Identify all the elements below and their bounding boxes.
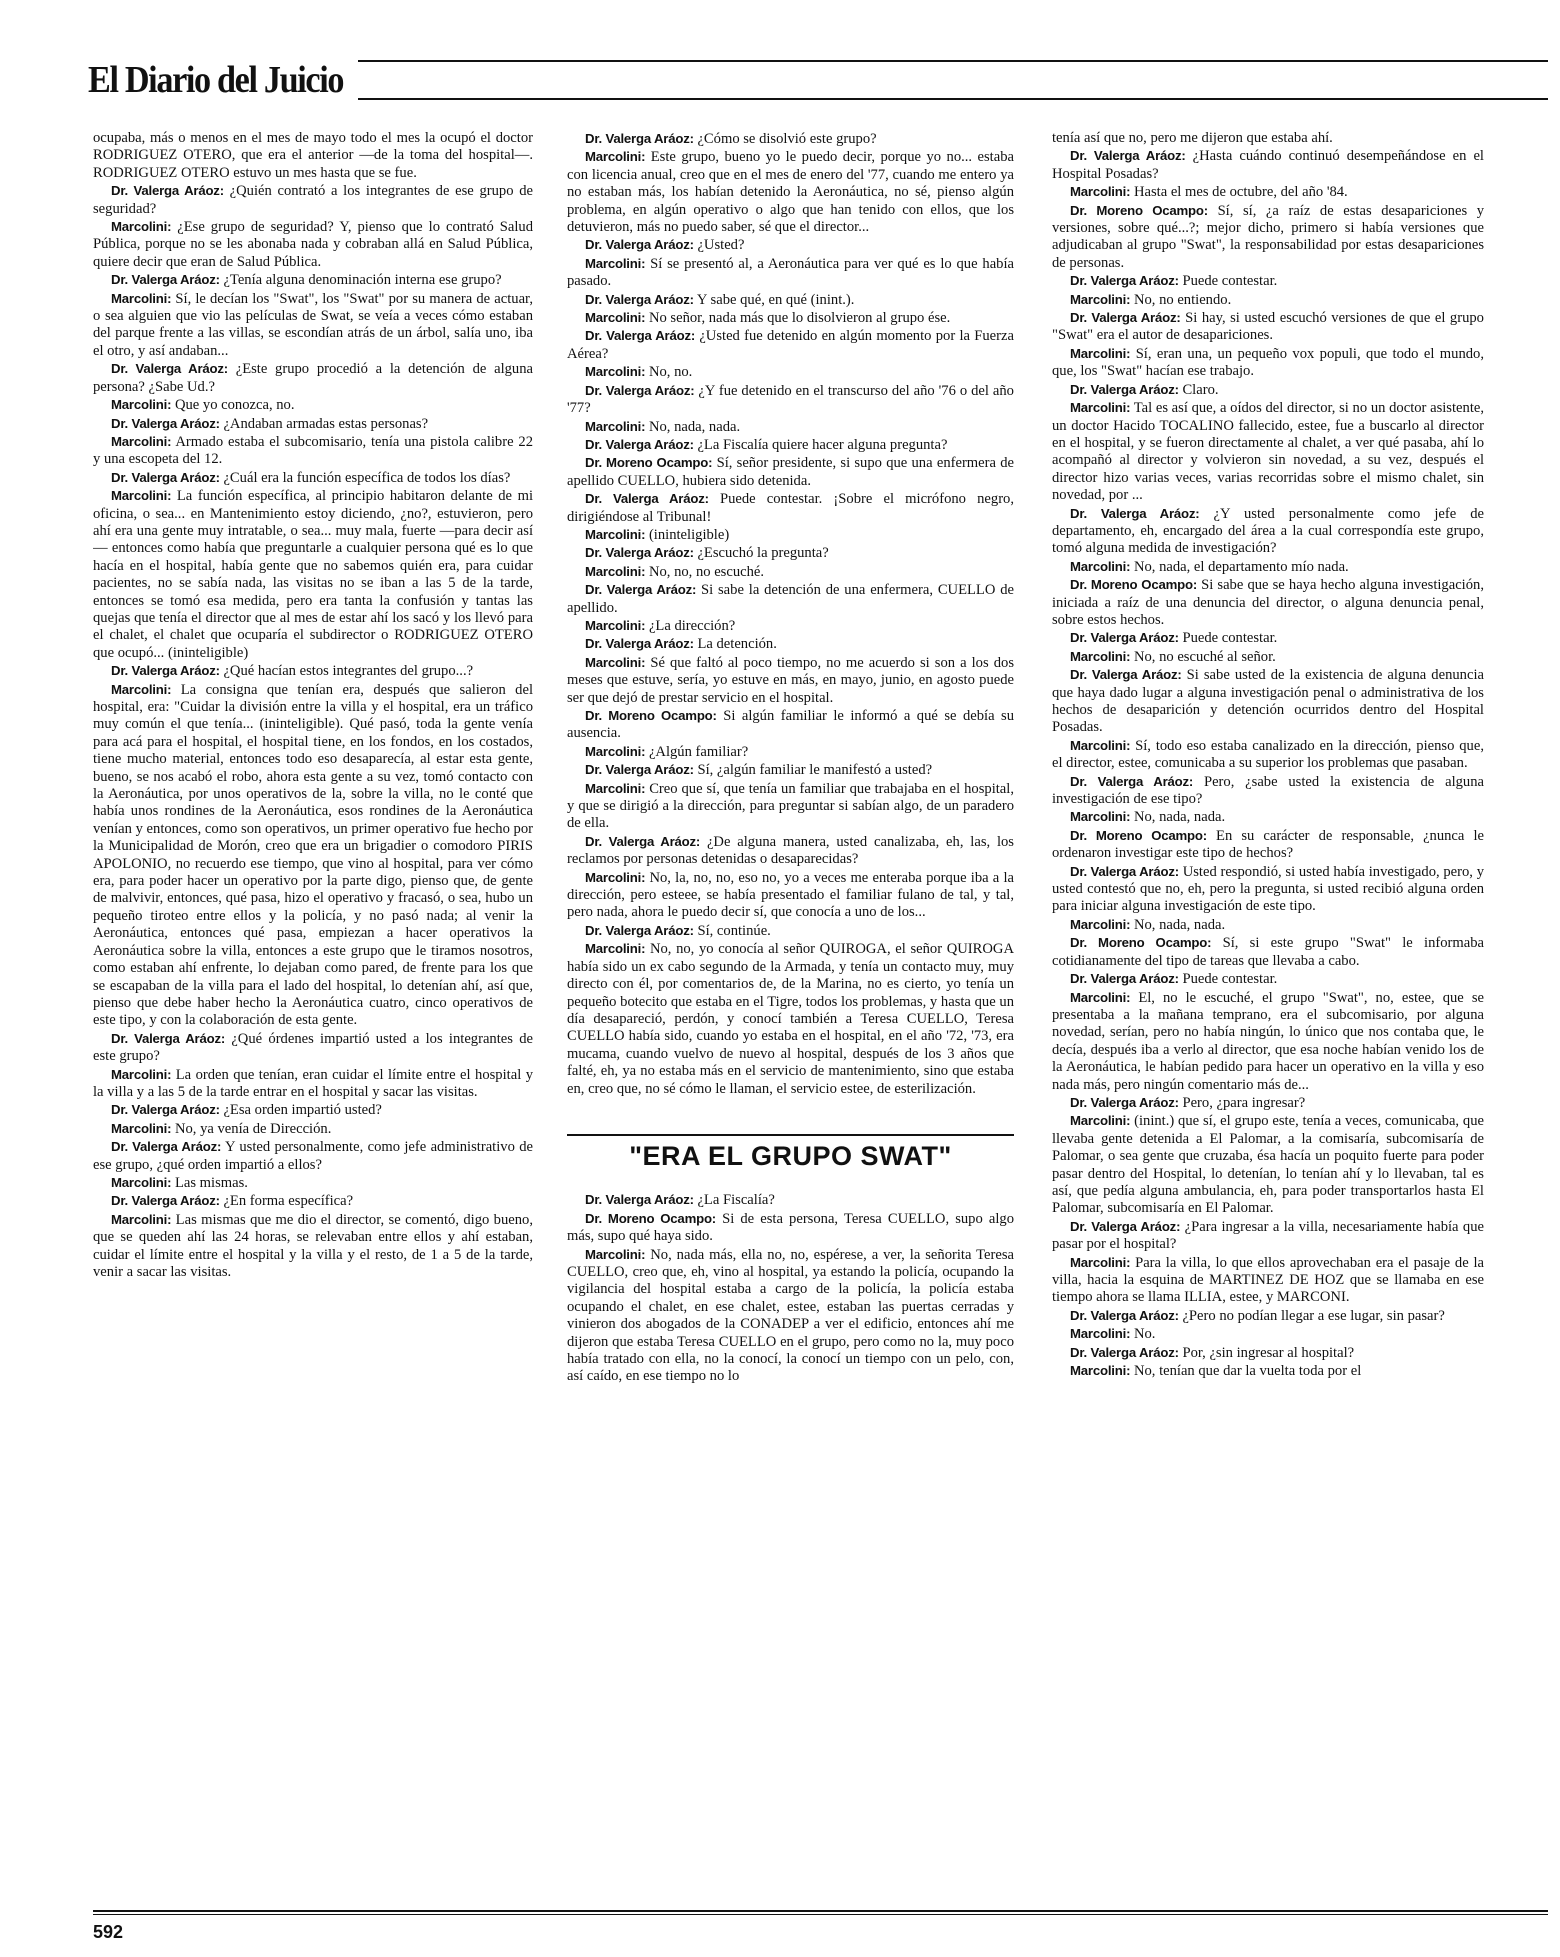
dialogue-paragraph — [567, 363, 1014, 381]
dialogue-paragraph — [1052, 629, 1484, 647]
dialogue-paragraph — [1052, 291, 1484, 309]
speaker-name: Marcolini: — [111, 1120, 172, 1136]
dialogue-paragraph — [1052, 989, 1484, 1094]
speech-text: No, ya venía de Dirección. — [174, 1120, 332, 1137]
speaker-name: Dr. Valerga Aráoz: — [585, 491, 709, 507]
masthead-rule-bottom — [358, 98, 1548, 100]
speaker-name: Dr. Valerga Aráoz: — [585, 582, 697, 598]
speech-text: ¿Este grupo procedió a la detención de alguna persona? ¿Sabe Ud.? — [93, 361, 533, 395]
speech-text: Pero, ¿sabe usted la existencia de alguna investigación de ese tipo? — [1052, 773, 1484, 808]
speech-text: No, la, no, no, eso no, yo a veces me enteraba porque iba a la dirección, pero esteee, se había presentado el familiar fulano de tal, y tal, pero nada, ahora le puedo decir sí, que conocía a uno de los... — [567, 869, 1014, 921]
dialogue-paragraph — [93, 360, 533, 396]
speaker-name: Marcolini: — [1070, 916, 1131, 932]
dialogue-paragraph — [567, 1191, 1014, 1209]
speech-text: ¿Ese grupo de seguridad? Y, pienso que lo contrató Salud Pública, porque no se les abonaba nada y cobraban allá en Salud Pública, quiere decir que eran de Salud Pública. — [93, 219, 533, 270]
speaker-name: Dr. Valerga Aráoz: — [585, 237, 694, 253]
speech-text: ¿Pero no podían llegar a ese lugar, sin pasar? — [1182, 1307, 1445, 1324]
speech-text: ¿Cuál era la función específica de todos los días? — [223, 469, 511, 486]
speaker-name: Dr. Moreno Ocampo: — [1070, 935, 1212, 951]
masthead — [88, 58, 1548, 104]
speaker-name: Dr. Moreno Ocampo: — [585, 708, 717, 723]
speaker-name: Marcolini: — [111, 290, 172, 306]
dialogue-paragraph — [1052, 827, 1484, 863]
speaker-name: Dr. Valerga Aráoz: — [111, 415, 220, 431]
dialogue-paragraph — [93, 1030, 533, 1066]
speech-text: Hasta el mes de octubre, del año '84. — [1133, 184, 1348, 201]
speech-text: Y sabe qué, en qué (inint.). — [696, 291, 855, 308]
speaker-name: Marcolini: — [111, 1211, 172, 1227]
speech-text: Y usted personalmente, como jefe administrativo de ese grupo, ¿qué orden impartió a ellos? — [93, 1139, 533, 1173]
dialogue-paragraph — [93, 1138, 533, 1174]
speech-text: Sí, continúe. — [697, 922, 771, 939]
dialogue-paragraph — [93, 1192, 533, 1210]
speaker-name: Dr. Valerga Aráoz: — [1070, 381, 1179, 397]
speech-text: Sí, sí, ¿a raíz de estas desapariciones y versiones, sobre qué...?; mejor dicho, primero si había versiones que adjudicaban al grupo "Swat", la responsabilidad por estas desapariciones de personas. — [1052, 202, 1484, 271]
dialogue-paragraph — [93, 290, 533, 361]
speech-text: ¿Tenía alguna denominación interna ese grupo? — [223, 272, 502, 289]
dialogue-paragraph — [567, 382, 1014, 418]
dialogue-paragraph — [567, 544, 1014, 562]
speech-text: ¿Y fue detenido en el transcurso del año '76 o del año '77? — [567, 382, 1014, 417]
speaker-name: Dr. Valerga Aráoz: — [1070, 863, 1179, 879]
dialogue-paragraph — [1052, 934, 1484, 970]
speech-text: Sí se presentó al, a Aeronáutica para ver qué es lo que había pasado. — [567, 255, 1014, 290]
speech-text: No, nada, el departamento mío nada. — [1133, 558, 1349, 575]
speaker-name: Marcolini: — [1070, 184, 1131, 200]
dialogue-paragraph — [1052, 576, 1484, 629]
speech-text: Puede contestar. ¡Sobre el micrófono negro, dirigiéndose al Tribunal! — [567, 491, 1014, 525]
speaker-name: Marcolini: — [585, 255, 646, 271]
dialogue-paragraph — [1052, 130, 1484, 147]
speaker-name: Marcolini: — [1070, 989, 1131, 1005]
speech-text: Sí, eran una, un pequeño vox populi, que todo el mundo, que, los "Swat" hacían ese trabajo. — [1052, 345, 1484, 380]
dialogue-paragraph — [567, 617, 1014, 635]
speaker-name: Marcolini: — [1070, 1363, 1131, 1379]
speech-text: La detención. — [697, 636, 777, 653]
speaker-name: Dr. Valerga Aráoz: — [111, 1193, 220, 1209]
speech-text: La orden que tenían, eran cuidar el límite entre el hospital y la villa y a las 5 de la tarde entrar en el hospital y sacar las visitas. — [93, 1066, 533, 1100]
dialogue-paragraph — [1052, 1094, 1484, 1112]
speaker-name: Dr. Valerga Aráoz: — [585, 545, 694, 561]
dialogue-paragraph — [93, 662, 533, 680]
dialogue-paragraph — [567, 1210, 1014, 1246]
speech-text: Puede contestar. — [1182, 273, 1278, 290]
footer-rule-thick — [93, 1910, 1548, 1912]
dialogue-paragraph — [1052, 381, 1484, 399]
dialogue-paragraph — [567, 833, 1014, 869]
speech-text: ¿Qué hacían estos integrantes del grupo...? — [223, 663, 474, 680]
dialogue-paragraph — [1052, 272, 1484, 290]
dialogue-paragraph — [567, 309, 1014, 327]
speech-text: Si sabe usted de la existencia de alguna denuncia que haya dado lugar a alguna investigación penal o administrativa de los hechos de desaparición y detención ocurridos dentro del Hospital Posadas. — [1052, 667, 1484, 736]
speaker-name: Marcolini: — [585, 941, 646, 957]
dialogue-paragraph — [93, 218, 533, 271]
speaker-name: Marcolini: — [585, 526, 646, 542]
speaker-name: Marcolini: — [585, 418, 646, 434]
speech-text: El, no le escuché, el grupo "Swat", no, estee, que se presentaba a la mañana temprano, era el subcomisario, por alguna novedad, serían, pero no había ningún, lo único que nos contaba que, le decía, después iba a verlo al director, que esa noche habían venido los de la Aeronáutica, le habían pedido para hacer un operativo en la villa y eso nada más, pero ningún comentario más de... — [1052, 989, 1484, 1093]
dialogue-paragraph — [1052, 808, 1484, 826]
speaker-name: Marcolini: — [111, 1066, 172, 1082]
speech-text: Este grupo, bueno yo le puedo decir, porque yo no... estaba con licencia anual, creo que en el mes de enero del '77, cuando me entero ya no estaban más, los habían detenido la Aeronáutica, no sé, pienso algún problema, en algún operativo o algo que han tenido con ellos, que los detuvieron, más no puedo saber, sé que el director... — [567, 149, 1014, 236]
speaker-name: Dr. Valerga Aráoz: — [1070, 1344, 1179, 1360]
dialogue-paragraph — [93, 1120, 533, 1138]
speech-text: ¿Y usted personalmente como jefe de departamento, eh, encargado del área a la cual correspondía este grupo, tomó alguna medida de investigación? — [1052, 505, 1484, 557]
dialogue-paragraph — [1052, 1344, 1484, 1362]
speaker-name: Marcolini: — [111, 1174, 172, 1190]
speech-text: Si hay, si usted escuchó versiones de que el grupo "Swat" era el autor de desapariciones. — [1052, 310, 1484, 344]
masthead-rule-top — [358, 60, 1548, 62]
speech-text: Si de esta persona, Teresa CUELLO, supo algo más, supo qué haya sido. — [567, 1210, 1014, 1245]
dialogue-paragraph — [1052, 916, 1484, 934]
speaker-name: Dr. Valerga Aráoz: — [111, 272, 220, 288]
speaker-name: Marcolini: — [1070, 345, 1131, 361]
dialogue-paragraph — [93, 433, 533, 469]
speaker-name: Marcolini: — [585, 149, 646, 165]
speech-text: ¿La dirección? — [648, 617, 736, 634]
speaker-name: Dr. Valerga Aráoz: — [1070, 971, 1179, 987]
speech-text: ¿Cómo se disolvió este grupo? — [697, 131, 877, 147]
speaker-name: Marcolini: — [1070, 648, 1131, 664]
dialogue-paragraph — [93, 182, 533, 218]
dialogue-paragraph — [1052, 1325, 1484, 1343]
speaker-name: Marcolini: — [111, 488, 172, 504]
speech-text: ¿En forma específica? — [223, 1193, 354, 1210]
speech-text: Sé que faltó al poco tiempo, no me acuerdo si son a los dos meses que estuve, sería, yo estuve en más, en mayo, junio, en agosto puede ser que dejó de prestar servicio en el hospital. — [567, 654, 1014, 706]
speech-text: ¿Andaban armadas estas personas? — [223, 415, 429, 432]
dialogue-paragraph — [567, 563, 1014, 581]
text-column-1 — [93, 130, 533, 1910]
text-column-3 — [1052, 130, 1484, 1910]
dialogue-paragraph — [567, 418, 1014, 436]
speech-text: La consigna que tenían era, después que salieron del hospital, era: "Cuidar la división entre la villa y el hospital, era un tráfico muy común el que tenía... (ininteligible). Qué pasó, toda la gente venía para acá para el hospital, el hospital tiene, en los fondos, en los costados, tiene mucho material, entonces todo eso desaparecía, al estar esta gente, bueno, se nos acabó el robo, ahora esta gente a su vez, tomó contacto con la Aeronáutica, por unos operativos de la, sobre la villa, no le conté que había unos rondines de la Aeronáutica, esos rondines de la Aeronáutica venían y entonces, como son operativos, un primer operativo fue hecho por la Municipalidad de Morón, creo que era un brigadier o comodoro PIRIS APOLONIO, no recuerdo ese tiempo, que vino al hospital, para ver cómo era, para poder hacer un operativo por la parte digo, pienso que, de gente de malvivir, entonces, qué pasa, hizo el operativo y fracasó, o sea, hubo un pequeño tiroteo entre ellos y la policía, y no pasó nada; al venir la Aeronáutica, entonces qué pasa, empiezan a hacer operativos la Aeronáutica sobre la villa, entonces a este grupo que le tiramos nosotros, como estaban ahí enfrente, lo dejaban como pared, de frente para los que se escapaban de la villa para el lado del hospital, lo detenían ahí, así que, pienso que debe haber hecho la Aeronáutica cuatro, cinco operativos de este tipo, y con la colaboración de esta gente. — [93, 681, 533, 1029]
text-column-2 — [567, 130, 1014, 1910]
speech-text: Las mismas. — [174, 1174, 248, 1191]
speech-text: tenía así que no, pero me dijeron que estaba ahí. — [1052, 130, 1333, 146]
speech-text: Sí, ¿algún familiar le manifestó a usted? — [697, 762, 933, 779]
speaker-name: Dr. Valerga Aráoz: — [1070, 148, 1186, 164]
speech-text: No, nada, nada. — [1133, 809, 1226, 826]
speaker-name: Dr. Valerga Aráoz: — [585, 1192, 694, 1208]
speaker-name: Marcolini: — [111, 433, 172, 449]
dialogue-paragraph — [567, 940, 1014, 1098]
dialogue-paragraph — [1052, 345, 1484, 381]
speaker-name: Marcolini: — [585, 310, 646, 326]
speaker-name: Dr. Valerga Aráoz: — [1070, 273, 1179, 289]
speaker-name: Marcolini: — [1070, 809, 1131, 825]
dialogue-paragraph — [567, 780, 1014, 833]
dialogue-paragraph — [567, 454, 1014, 490]
dialogue-paragraph — [567, 255, 1014, 291]
speech-text: No, no, no escuché. — [648, 563, 765, 580]
speech-text: ¿Algún familiar? — [648, 743, 749, 760]
speech-text: Que yo conozca, no. — [174, 397, 295, 414]
speaker-name: Dr. Valerga Aráoz: — [1070, 1094, 1179, 1110]
speaker-name: Dr. Valerga Aráoz: — [1070, 667, 1182, 683]
speaker-name: Dr. Valerga Aráoz: — [111, 469, 220, 485]
speech-text: ¿Usted fue detenido en algún momento por la Fuerza Aérea? — [567, 328, 1014, 362]
speech-text: Sí, todo eso estaba canalizado en la dirección, pienso que, el director, estee, comunicaba a su superior los problemas que pasaban. — [1052, 737, 1484, 772]
page-footer — [93, 1918, 1548, 1946]
dialogue-paragraph — [1052, 399, 1484, 504]
dialogue-paragraph — [567, 436, 1014, 454]
speaker-name: Dr. Moreno Ocampo: — [1070, 202, 1208, 218]
speaker-name: Marcolini: — [585, 1246, 646, 1262]
dialogue-paragraph — [567, 707, 1014, 743]
speech-text: ¿Quién contrató a los integrantes de ese grupo de seguridad? — [93, 183, 533, 217]
speaker-name: Dr. Valerga Aráoz: — [111, 1030, 226, 1046]
speech-text: La función específica, al principio habitaron delante de mi oficina, o sea... en Mantenimiento estoy diciendo, ¿no?, estuvieron, pero ahí era una gente muy intratable, o sea... muy mala, fuerte —para decir así— entonces como había que preguntarle a cualquier persona qué es lo que hacía en el hospital, había gente que no sabemos quién era, para cuidar pacientes, no se sabía nada, las visitas no se iban a las 5 de la tarde, entonces se tomó esa medida, pero era tanta la confusión y tantas las quejas que tenía el director que al mes de estar ahí los sacó y los llevó para el chalet, el chalet que ocuparía el subdirector o RODRIGUEZ OTERO que ocupó... (ininteligible) — [93, 488, 533, 661]
speaker-name: Dr. Moreno Ocampo: — [585, 455, 713, 471]
speaker-name: Marcolini: — [585, 617, 646, 633]
speech-text: Para la villa, lo que ellos aprovechaban era el pasaje de la villa, hacia la esquina de MARTINEZ DE HOZ que se llamaba en ese tiempo ahora se llama ILLIA, estee, y MARCONI. — [1052, 1254, 1484, 1306]
speech-text: Si sabe la detención de una enfermera, CUELLO de apellido. — [567, 582, 1014, 616]
speech-text: No. — [1133, 1326, 1156, 1343]
dialogue-paragraph — [1052, 202, 1484, 273]
speech-text: No, nada, nada. — [648, 418, 741, 435]
speaker-name: Marcolini: — [585, 563, 646, 579]
dialogue-paragraph — [1052, 1218, 1484, 1254]
dialogue-paragraph — [567, 922, 1014, 940]
speech-text: Armado estaba el subcomisario, tenía una pistola calibre 22 y una escopeta del 12. — [93, 433, 533, 468]
speaker-name: Dr. Valerga Aráoz: — [111, 361, 228, 377]
speaker-name: Marcolini: — [585, 743, 646, 759]
speech-text: Sí, le decían los "Swat", los "Swat" por su manera de actuar, o sea alguien que vio las películas de Swat, se veía a veces cómo estaban del parque frente a las villas, se escondían atrás de un árbol, salía uno, iba el otro, y así andaban... — [93, 290, 533, 359]
dialogue-paragraph — [567, 869, 1014, 922]
speech-text: No, nada, nada. — [1133, 916, 1226, 933]
speaker-name: Dr. Valerga Aráoz: — [1070, 1307, 1179, 1323]
speech-text: Si algún familiar le informó a qué se debía su ausencia. — [567, 708, 1014, 742]
speaker-name: Marcolini: — [111, 397, 172, 413]
speech-text: Usted respondió, si usted había investigado, pero, y usted contestó que no, eh, pero la pregunta, si usted recibió alguna orden para iniciar alguna investigación de este tipo. — [1052, 863, 1484, 915]
speech-text: Las mismas que me dio el director, se comentó, digo bueno, que se queden ahí las 24 horas, se relevaban entre ellos y ahí estaban, cuidar el límite entre el hospital y la villa y el resto, de 1 a 5 de la tarde, venir a sacar las visitas. — [93, 1211, 533, 1280]
dialogue-paragraph — [567, 654, 1014, 707]
dialogue-paragraph — [1052, 1254, 1484, 1307]
speech-text: Claro. — [1182, 381, 1219, 398]
section-heading: "ERA EL GRUPO SWAT" — [567, 1134, 1014, 1165]
speaker-name: Dr. Valerga Aráoz: — [585, 762, 694, 778]
speaker-name: Marcolini: — [585, 654, 646, 670]
dialogue-paragraph — [567, 236, 1014, 254]
speaker-name: Dr. Valerga Aráoz: — [111, 1139, 222, 1155]
dialogue-paragraph — [567, 526, 1014, 544]
speaker-name: Dr. Valerga Aráoz: — [585, 328, 696, 344]
dialogue-paragraph — [567, 1246, 1014, 1386]
dialogue-paragraph — [1052, 1307, 1484, 1325]
dialogue-paragraph — [1052, 183, 1484, 201]
speech-text: Pero, ¿para ingresar? — [1182, 1094, 1306, 1111]
speaker-name: Marcolini: — [585, 364, 646, 380]
dialogue-paragraph — [93, 487, 533, 662]
speech-text: Puede contestar. — [1182, 630, 1278, 647]
speech-text: Creo que sí, que tenía un familiar que trabajaba en el hospital, y que se dirigió a la dirección, para preguntar si sabían algo, de un paradero de ella. — [567, 780, 1014, 832]
speech-text: ¿Qué órdenes impartió usted a los integrantes de este grupo? — [93, 1030, 533, 1065]
speaker-name: Dr. Valerga Aráoz: — [1070, 310, 1181, 326]
speaker-name: Marcolini: — [1070, 558, 1131, 574]
speaker-name: Marcolini: — [1070, 1254, 1131, 1270]
speech-text: ¿La Fiscalía quiere hacer alguna pregunta? — [697, 436, 948, 453]
speaker-name: Marcolini: — [585, 869, 646, 885]
speech-text: Sí, si este grupo "Swat" le informaba cotidianamente del tipo de tareas que llevaba a cabo. — [1052, 935, 1484, 969]
speaker-name: Dr. Moreno Ocampo: — [585, 1210, 716, 1226]
dialogue-paragraph — [1052, 558, 1484, 576]
speaker-name: Marcolini: — [1070, 1113, 1131, 1129]
speaker-name: Dr. Valerga Aráoz: — [585, 382, 695, 398]
dialogue-paragraph — [1052, 1362, 1484, 1380]
dialogue-paragraph — [93, 1066, 533, 1102]
speaker-name: Dr. Valerga Aráoz: — [111, 183, 224, 199]
speech-text: No, tenían que dar la vuelta toda por el — [1133, 1363, 1362, 1380]
page-number: 592 — [93, 1922, 124, 1942]
speaker-name: Marcolini: — [585, 780, 646, 796]
speech-text: No, no, yo conocía al señor QUIROGA, el señor QUIROGA había sido un ex cabo segundo de la Armada, y tenía un contacto muy, muy directo con él, por comentarios de, de la Marina, no es cierto, yo tenía un pequeño botecito que estaba en el Tigre, todos los problemas, y hasta que un día desapareció, perdón, y conocí también a Teresa CUELLO, Teresa CUELLO había sido, cuando yo estaba en el hospital, en el año '72, '73, era mucama, cuando vuelvo de nuevo al hospital, después de los 3 años que falté, eh, ya no estaba más en el servicio de mantenimiento, sino que estaba en, creo que, no sé cómo le llaman, el servicio estee, de esterilización. — [567, 941, 1014, 1097]
speaker-name: Dr. Valerga Aráoz: — [585, 833, 701, 849]
dialogue-paragraph — [567, 581, 1014, 617]
speaker-name: Marcolini: — [111, 681, 172, 697]
dialogue-paragraph — [93, 271, 533, 289]
dialogue-paragraph — [93, 396, 533, 414]
speech-text: No señor, nada más que lo disolvieron al grupo ése. — [648, 310, 951, 327]
dialogue-paragraph — [1052, 666, 1484, 737]
speech-text: ¿Hasta cuándo continuó desempeñándose en el Hospital Posadas? — [1052, 148, 1484, 182]
dialogue-paragraph — [1052, 863, 1484, 916]
dialogue-paragraph — [567, 490, 1014, 526]
dialogue-paragraph — [93, 415, 533, 433]
speech-text: ¿Esa orden impartió usted? — [223, 1102, 382, 1119]
speech-text: En su carácter de responsable, ¿nunca le ordenaron investigar este tipo de hechos? — [1052, 827, 1484, 862]
speech-text: ¿Usted? — [697, 237, 745, 254]
speech-text: No, no escuché al señor. — [1133, 648, 1276, 665]
speech-text: Tal es así que, a oídos del director, si no un doctor asistente, un doctor Hacido TOCALINO fallecido, estee, fue a buscarlo al director en el hospital, y se fueron directamente al chalet, a ver qué pasaba, ahí lo acompañó al director y volvieron sin novedad, a su vez, después el director hizo varias veces, varias recorridas sobre el mismo chalet, sin novedad, por ... — [1052, 400, 1484, 504]
dialogue-paragraph — [567, 635, 1014, 653]
speech-text: (ininteligible) — [648, 526, 730, 543]
speech-text: ¿De alguna manera, usted canalizaba, eh, las, los reclamos por personas detenidas o desaparecidas? — [567, 833, 1014, 868]
speech-text: ¿La Fiscalía? — [697, 1192, 775, 1209]
dialogue-paragraph — [1052, 970, 1484, 988]
speaker-name: Dr. Valerga Aráoz: — [585, 436, 694, 452]
dialogue-paragraph — [93, 1211, 533, 1282]
footer-rule-thin — [93, 1914, 1548, 1915]
speaker-name: Dr. Valerga Aráoz: — [111, 1102, 220, 1118]
speech-text: Si sabe que se haya hecho alguna investigación, iniciada a raíz de una denuncia del director, o alguna denuncia penal, sobre estos hechos. — [1052, 577, 1484, 628]
dialogue-paragraph — [1052, 737, 1484, 773]
speech-text: Puede contestar. — [1182, 971, 1278, 988]
dialogue-paragraph — [1052, 505, 1484, 558]
speech-text: Por, ¿sin ingresar al hospital? — [1182, 1344, 1355, 1361]
speech-text: ¿Para ingresar a la villa, necesariamente había que pasar por el hospital? — [1052, 1218, 1484, 1253]
dialogue-paragraph — [1052, 1112, 1484, 1217]
dialogue-paragraph — [567, 130, 1014, 148]
speaker-name: Marcolini: — [1070, 1326, 1131, 1342]
speech-text: No, no. — [648, 364, 693, 381]
speaker-name: Dr. Valerga Aráoz: — [1070, 773, 1194, 789]
speaker-name: Dr. Valerga Aráoz: — [111, 663, 220, 679]
dialogue-paragraph — [93, 681, 533, 1030]
dialogue-paragraph — [1052, 648, 1484, 666]
speaker-name: Dr. Moreno Ocampo: — [1070, 827, 1207, 843]
speaker-name: Dr. Valerga Aráoz: — [1070, 505, 1200, 521]
dialogue-paragraph — [567, 148, 1014, 236]
dialogue-paragraph — [1052, 309, 1484, 345]
speaker-name: Dr. Moreno Ocampo: — [1070, 577, 1198, 593]
speaker-name: Dr. Valerga Aráoz: — [585, 922, 694, 938]
speech-text: (inint.) que sí, el grupo este, tenía a veces, comunicaba, que llevaba gente detenida a El Palomar, a la comisaría, subcomisaría de Palomar, o sea gente que cruzaba, ésa hacía un poquito fuerte para poder pasar dentro del Hospital, lo detenían, lo tenían ahí y lo llevaban, tal es así, que pedía alguna ambulancia, eh, para poder transportarlos hasta El Palomar, subcomisaría en El Palomar. — [1052, 1113, 1484, 1217]
dialogue-paragraph — [1052, 147, 1484, 183]
dialogue-paragraph — [93, 130, 533, 182]
dialogue-paragraph — [567, 743, 1014, 761]
speaker-name: Marcolini: — [111, 219, 172, 235]
speech-text: ¿Escuchó la pregunta? — [697, 545, 829, 562]
speech-text: No, no entiendo. — [1133, 291, 1232, 308]
speech-text: Sí, señor presidente, si supo que una enfermera de apellido CUELLO, hubiera sido detenida. — [567, 455, 1014, 489]
speaker-name: Marcolini: — [1070, 291, 1131, 307]
speech-text: No, nada más, ella no, no, espérese, a ver, la señorita Teresa CUELLO, creo que, eh, vino al hospital, ya estando la policía, ocupando la vigilancia del hospital estaba a cargo de la policía, la policía estaba ocupando el chalet, en ese chalet, estee, estaban las puertas cerradas y vinieron dos abogados de la CONADEP a ver el edificio, entonces ahí me dijeron que estaba Teresa CUELLO en el grupo, pero como no la, muy poco había tratado con ella, no la conocí, la conocí un tiempo con un pelo, con, así caído, en ese tiempo no lo — [567, 1246, 1014, 1385]
speaker-name: Marcolini: — [1070, 400, 1131, 416]
publication-title: El Diario del Juicio — [88, 59, 344, 101]
dialogue-paragraph — [567, 761, 1014, 779]
speaker-name: Marcolini: — [1070, 737, 1131, 753]
dialogue-paragraph — [567, 327, 1014, 363]
dialogue-paragraph — [1052, 773, 1484, 809]
speech-text: ocupaba, más o menos en el mes de mayo todo el mes la ocupó el doctor RODRIGUEZ OTERO, que era el anterior —de la toma del hospital—. RODRIGUEZ OTERO estuvo un mes hasta que se fue. — [93, 130, 533, 181]
speaker-name: Dr. Valerga Aráoz: — [585, 131, 694, 146]
speaker-name: Dr. Valerga Aráoz: — [1070, 630, 1179, 646]
speaker-name: Dr. Valerga Aráoz: — [585, 636, 694, 652]
dialogue-paragraph — [93, 1174, 533, 1192]
speaker-name: Dr. Valerga Aráoz: — [585, 291, 694, 307]
dialogue-paragraph — [93, 1101, 533, 1119]
dialogue-paragraph — [567, 291, 1014, 309]
speaker-name: Dr. Valerga Aráoz: — [1070, 1218, 1181, 1234]
dialogue-paragraph — [93, 469, 533, 487]
